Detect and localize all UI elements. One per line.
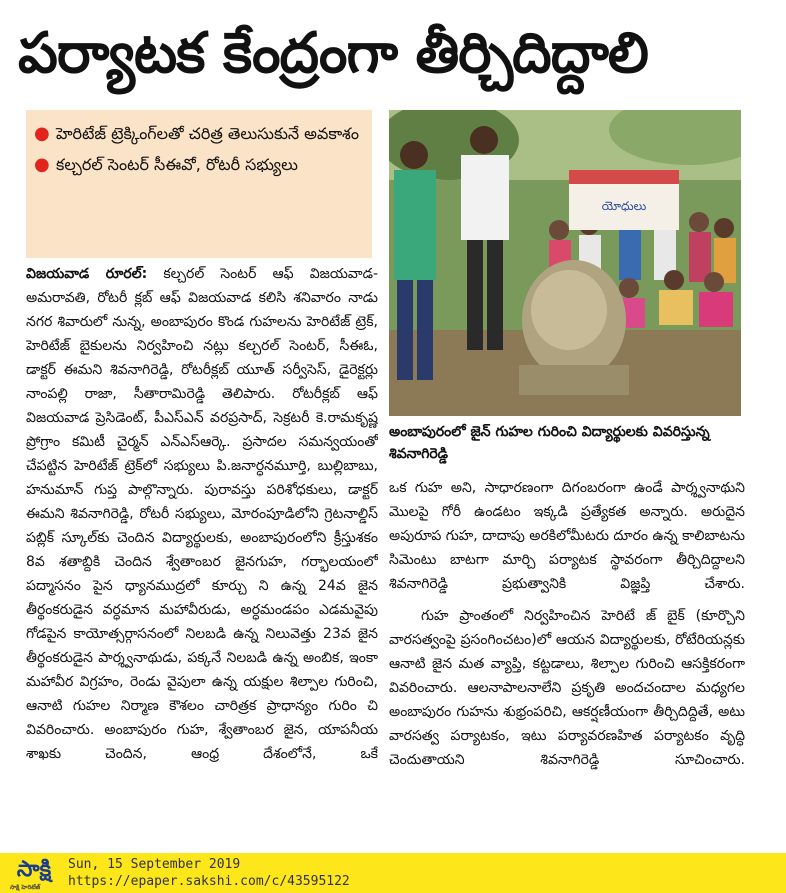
logo-subtitle: సాక్షి హెరిటేజ్ — [10, 884, 41, 891]
headline: పర్యాటక కేంద్రంగా తీర్చిదిద్దాలి — [18, 21, 648, 86]
footer-bar — [0, 853, 786, 893]
article-paragraph: గుహ ప్రాంతంలో నిర్వహించిన హెరిటే జ్ బైక్ (కూర్చొని వారసత్వంపై ప్రసంగించటం)లో ఆయన విద్యార్థులకు, రోటేరియన్లకు ఆనాటి జైన మత వ్యాప్తి, కట్టడాలు, శిల్పాల గురించి ఆసక్తికరంగా వివరించారు. ఆలనాపాలనాలేని ప్రకృతి అందచందాల మధ్యగల అంబాపురం గుహను శుభ్రంపరిచి, ఆకర్షణీయంగా తీర్చిదిద్దితే, అటు వారసత్వ పర్యాటకం, ఇటు పర్యావరణహిత పర్యాటకం వృద్ధి చెందుతాయని శివనాగిరెడ్డి సూచించారు. — [389, 608, 745, 768]
photo-caption: అంబాపురంలో జైన్ గుహల గురించి విద్యార్థులకు వివరిస్తున్న శివనాగిరెడ్డి — [389, 424, 710, 462]
byline: విజయవాడ రూరల్: — [26, 266, 148, 282]
highlights-box — [26, 110, 372, 258]
banner — [569, 170, 679, 230]
banner-text: యోధులు — [601, 199, 647, 213]
bullet-icon: ● — [34, 154, 50, 175]
highlight-text: కల్చరల్ సెంటర్ సీఈవో, రోటరీ సభ్యులు — [56, 155, 298, 174]
logo-text: సాక్షి — [16, 857, 52, 882]
highlight-item — [34, 149, 364, 180]
article-photo — [389, 110, 741, 416]
stone-monument — [519, 260, 629, 395]
sakshi-logo — [4, 856, 64, 890]
bullet-icon: ● — [34, 123, 50, 144]
publication-date: Sun, 15 September 2019 — [68, 857, 241, 872]
epaper-url[interactable]: https://epaper.sakshi.com/c/43595122 — [68, 874, 350, 889]
highlight-item — [34, 118, 364, 149]
article-column-left — [26, 262, 378, 852]
article-paragraph: ఒక గుహ అని, సాధారణంగా దిగంబరంగా ఉండే పార్శ్వనాథుని మొలపై గోరీ ఉండటం ఇక్కడి ప్రత్యేకత అన్నారు. అరుదైన అపురూప గుహ, దాదాపు అరకిలోమీటరు దూరం ఉన్న కాలిబాటను సిమెంటు బాటగా మార్చి పర్యాటక స్థావరంగా తీర్చిదిద్దాలని శివనాగిరెడ్డి ప్రభుత్వానికి విజ్ఞప్తి చేశారు. — [389, 480, 745, 592]
article-body: కల్చరల్ సెంటర్ ఆఫ్ విజయవాడ-అమరావతి, రోటరీ క్లబ్ ఆఫ్ విజయవాడ కలిసి శనివారం నాడు నగర శివారులో నున్న, అంబాపురం కొండ గుహలను హెరిటేజ్ ట్రెక్, హెరిటేజ్ బైకులను నిర్వహించి నట్లు కల్చరల్ సెంటర్, సీఈఓ, డాక్టర్ ఈమని శివనాగిరెడ్డి, రోటరీక్లబ్ యూత్ సర్వీసెస్, డైరెక్టర్లు నాంపల్లి రాజా, సీతారామిరెడ్డి తెలిపారు. రోటరీక్లబ్ ఆఫ్ విజయవాడ ప్రెసిడెంట్, పీఎస్ఎన్ వరప్రసాద్, సెక్రటరీ కె.రామకృష్ణ ప్రోగ్రాం కమిటీ చైర్మన్ ఎన్ఎస్ఆర్కె. ప్రసాదల సమన్వయంతో చేపట్టిన హెరిటేజ్ ట్రెక్‌లో సభ్యులు పి.జనార్ధనమూర్తి, బుల్లిబాబు, హనుమాన్ గుప్త పాల్గొన్నారు. పురావస్తు పరిశోధకులు, డాక్టర్ ఈమని శివనాగిరెడ్డి, రోటరీ సభ్యులు, మోరంపూడిలోని గ్రెటనాల్డిస్ పబ్లిక్ స్కూల్‌కు చెందిన విద్యార్థులకు, అంబాపురంలోని క్రీస్తుశకం 8వ శతాబ్దికి చెందిన శ్వేతాంబర జైనగుహ, గర్భాలయంలో పద్మాసనం పైన ధ్యానముద్రలో కూర్చు ని ఉన్న 24వ జైన తీర్థంకరుడైన వర్ధమాన మహావీరుడు, అర్ధమండపం ఎడమవైపు గోడపైన కాయోత్సర్గాసనంలో నిలబడి ఉన్న నిలువెత్తు 23వ జైన తీర్థంకరుడైన పార్శ్వనాథుడు, పక్కనే నిలబడి ఉన్న అంబిక, ఇంకా మహావీర విగ్రహం, రెండు వైపులా ఉన్న యక్షుల శిల్పాల గురించి, ఆనాటి గుహల నిర్మాణ కౌశలం చారిత్రక ప్రాధాన్యం గురిం చి వివరించారు. అంబాపురం గుహ, శ్వేతాంబర జైన, యాపనీయ శాఖకు చెందిన, ఆంధ్ర దేశంలోనే, ఒకే — [26, 266, 378, 762]
article-column-right — [389, 476, 745, 848]
highlight-text: హెరిటేజ్ ట్రెక్కింగ్‌లతో చరిత్ర తెలుసుకునే అవకాశం — [56, 124, 359, 143]
